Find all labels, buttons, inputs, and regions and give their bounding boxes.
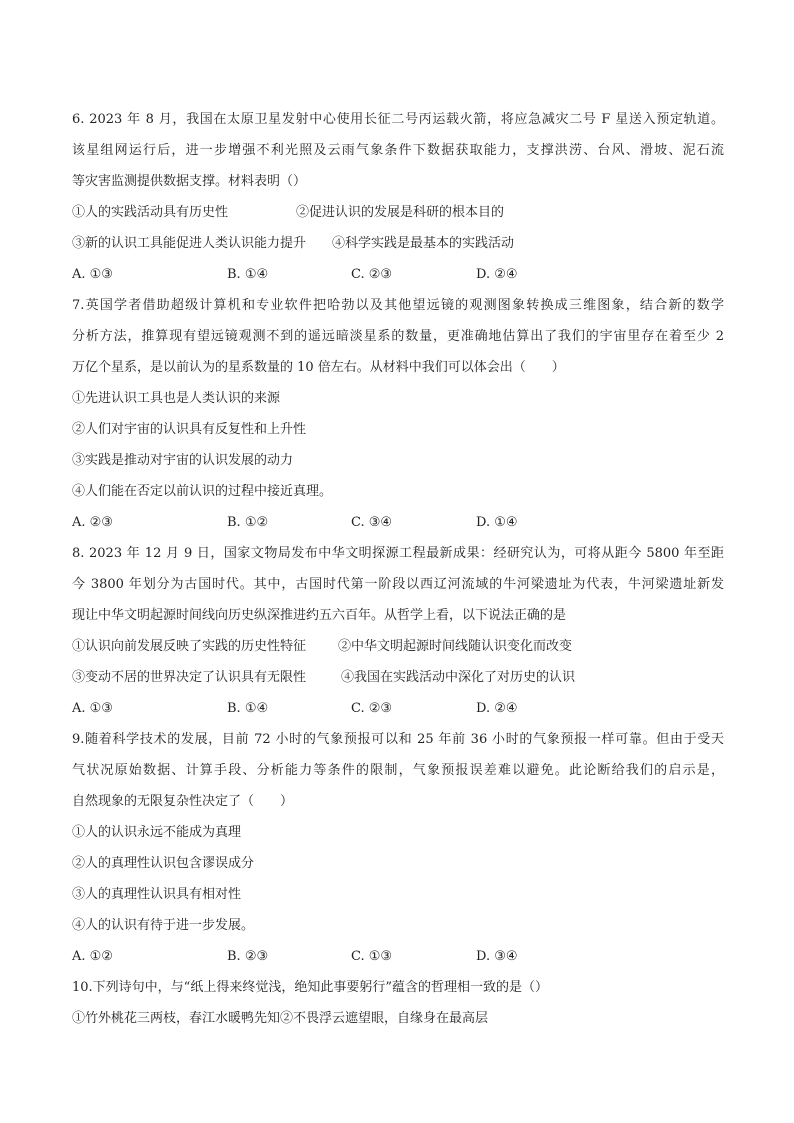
question-stem-line: 7.英国学者借助超级计算机和专业软件把哈勃以及其他望远镜的观测图象转换成三维图象，结合新的数学 — [72, 298, 724, 313]
statement: ①先进认识工具也是人类认识的来源 — [72, 391, 281, 406]
question-stem-line: 9.随着科学技术的发展，目前 72 小时的气象预报可以和 25 年前 36 小时的气象预报一样可靠。但由于受天 — [72, 732, 724, 747]
statement: ④我国在实践活动中深化了对历史的认识 — [341, 670, 576, 685]
option-c[interactable]: C. ①③ — [351, 949, 393, 964]
option-d[interactable]: D. ②④ — [476, 267, 518, 282]
question-10 — [72, 972, 724, 1034]
option-c[interactable]: C. ②③ — [351, 267, 393, 282]
statement-row — [72, 228, 724, 259]
question-stem-line: 6. 2023 年 8 月，我国在太原卫星发射中心使用长征二号丙运载火箭，将应急减灾二号 F 星送入预定轨道。 — [72, 112, 724, 127]
option-a[interactable]: A. ①③ — [72, 267, 113, 282]
question-9 — [72, 724, 724, 972]
question-list — [72, 104, 724, 1034]
option-b[interactable]: B. ①④ — [227, 701, 269, 716]
option-d[interactable]: D. ①④ — [476, 515, 518, 530]
question-stem-line: 该星组网运行后，进一步增强不利光照及云雨气象条件下数据获取能力，支撑洪涝、台风、滑坡、泥石流 — [72, 143, 724, 158]
question-stem-line: 万亿个星系，是以前认为的星系数量的 10 倍左右。从材料中我们可以体会出（ ） — [72, 360, 565, 375]
statement-row — [72, 197, 724, 228]
statement: ②促进认识的发展是科研的根本目的 — [296, 205, 505, 220]
option-d[interactable]: D. ③④ — [476, 949, 518, 964]
statement: ①人的实践活动具有历史性 — [72, 205, 229, 220]
statement: ③变动不居的世界决定了认识具有无限性 — [72, 670, 307, 685]
statement: ④人的认识有待于进一步发展。 — [72, 918, 255, 933]
answer-options — [72, 259, 724, 290]
question-stem-line: 自然现象的无限复杂性决定了（ ） — [72, 794, 294, 809]
question-stem-line: 等灾害监测提供数据支撑。材料表明（） — [72, 174, 307, 189]
option-a[interactable]: A. ①③ — [72, 701, 113, 716]
option-b[interactable]: B. ①② — [227, 515, 269, 530]
question-8 — [72, 538, 724, 724]
answer-options — [72, 693, 724, 724]
option-a[interactable]: A. ①② — [72, 949, 113, 964]
statement: ②人们对宇宙的认识具有反复性和上升性 — [72, 422, 307, 437]
option-c[interactable]: C. ③④ — [351, 515, 393, 530]
question-stem-line: 10.下列诗句中，与“纸上得来终觉浅，绝知此事要躬行”蕴含的哲理相一致的是（） — [72, 980, 548, 995]
statement-row — [72, 631, 724, 662]
statement: ④科学实践是最基本的实践活动 — [332, 236, 515, 251]
option-b[interactable]: B. ②③ — [227, 949, 269, 964]
option-c[interactable]: C. ②③ — [351, 701, 393, 716]
statement: ②中华文明起源时间线随认识变化而改变 — [338, 639, 573, 654]
option-d[interactable]: D. ②④ — [476, 701, 518, 716]
statement: ③实践是推动对宇宙的认识发展的动力 — [72, 453, 294, 468]
statement: ④人们能在否定以前认识的过程中接近真理。 — [72, 484, 333, 499]
question-stem-line: 分析方法，推算现有望远镜观测不到的遥远暗淡星系的数量，更准确地估算出了我们的宇宙里存在着至少 2 — [72, 329, 724, 344]
question-stem-line: 现让中华文明起源时间线向历史纵深推进约五六百年。从哲学上看，以下说法正确的是 — [72, 608, 567, 623]
question-stem-line: 8. 2023 年 12 月 9 日，国家文物局发布中华文明探源工程最新成果：经研究认为，可将从距今 5800 年至距 — [72, 546, 724, 561]
statement: ①竹外桃花三两枝，春江水暖鸭先知②不畏浮云遮望眼，自缘身在最高层 — [72, 1011, 489, 1026]
statement-row — [72, 662, 724, 693]
option-a[interactable]: A. ②③ — [72, 515, 113, 530]
statement: ②人的真理性认识包含谬误成分 — [72, 856, 255, 871]
answer-options — [72, 507, 724, 538]
question-7 — [72, 290, 724, 538]
statement: ①认识向前发展反映了实践的历史性特征 — [72, 639, 307, 654]
statement: ③新的认识工具能促进人类认识能力提升 — [72, 236, 307, 251]
question-stem-line: 今 3800 年划分为古国时代。其中，古国时代第一阶段以西辽河流域的牛河梁遗址为代表，牛河梁遗址新发 — [72, 577, 724, 592]
statement: ③人的真理性认识具有相对性 — [72, 887, 242, 902]
answer-options — [72, 941, 724, 972]
option-b[interactable]: B. ①④ — [227, 267, 269, 282]
statement: ①人的认识永远不能成为真理 — [72, 825, 242, 840]
question-6 — [72, 104, 724, 290]
question-stem-line: 气状况原始数据、计算手段、分析能力等条件的限制，气象预报误差难以避免。此论断给我们的启示是， — [72, 763, 724, 778]
